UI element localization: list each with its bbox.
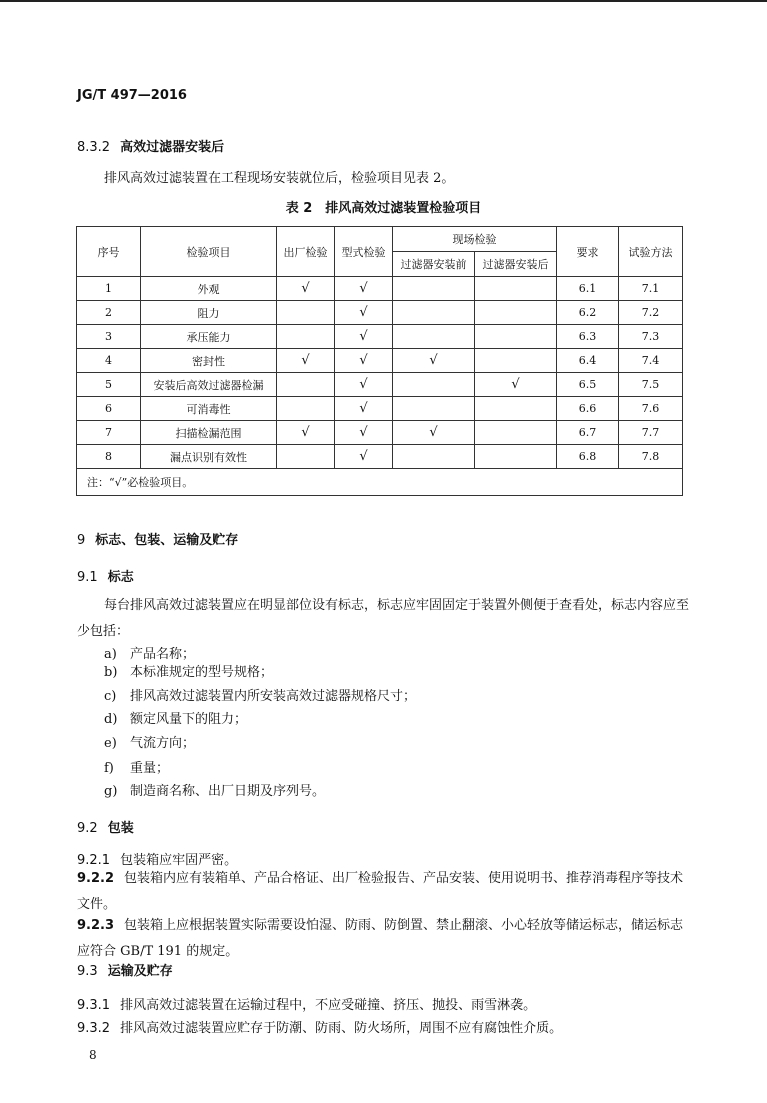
list-text: 重量； — [130, 761, 170, 776]
clause-text: 排风高效过滤装置在运输过程中，不应受碰撞、挤压、抛投、雨雪淋袭。 — [120, 998, 537, 1013]
header-factory: 出厂检验 — [277, 227, 335, 277]
table-row — [77, 397, 683, 421]
clause-9-3-1 — [77, 994, 536, 1013]
header-method: 试验方法 — [619, 227, 683, 277]
cell-method: 7.6 — [619, 397, 683, 421]
list-text: 本标准规定的型号规格； — [130, 665, 274, 680]
cell-factory — [277, 325, 335, 349]
clause-text: 包装箱上应根据装置实际需要设怕湿、防雨、防倒置、禁止翻滚、小心轻放等储运标志，储运标志应符合 GB/T 191 的规定。 — [77, 918, 684, 959]
cell-type: √ — [335, 277, 393, 301]
cell-type: √ — [335, 325, 393, 349]
table-note-row — [77, 469, 683, 496]
list-marker: e) — [104, 736, 117, 751]
cell-item: 密封性 — [141, 349, 277, 373]
cell-item: 外观 — [141, 277, 277, 301]
cell-after — [475, 421, 557, 445]
clause-number: 9.2.2 — [77, 871, 115, 886]
cell-before — [393, 325, 475, 349]
header-after-install: 过滤器安装后 — [475, 252, 557, 277]
table-title: 表 2 排风高效过滤装置检验项目 — [285, 201, 482, 216]
list-item — [104, 732, 195, 751]
cell-seq: 6 — [77, 397, 141, 421]
section-9-2-heading — [77, 817, 134, 836]
header-item: 检验项目 — [141, 227, 277, 277]
cell-method: 7.2 — [619, 301, 683, 325]
table-row — [77, 445, 683, 469]
table-row — [77, 349, 683, 373]
cell-item: 扫描检漏范围 — [141, 421, 277, 445]
section-9-1-heading — [77, 566, 134, 585]
cell-requirement: 6.3 — [557, 325, 619, 349]
table-note: 注：“√”必检验项目。 — [77, 469, 683, 496]
cell-requirement: 6.8 — [557, 445, 619, 469]
cell-before: √ — [393, 349, 475, 373]
header-type: 型式检验 — [335, 227, 393, 277]
list-item — [104, 643, 195, 662]
section-9-1-paragraph: 每台排风高效过滤装置应在明显部位设有标志，标志应牢固固定于装置外侧便于查看处，标志内容应至少包括： — [77, 598, 690, 639]
clause-text: 包装箱内应有装箱单、产品合格证、出厂检验报告、产品安装、使用说明书、推荐消毒程序等技术文件。 — [77, 871, 684, 912]
cell-type: √ — [335, 421, 393, 445]
clause-number: 9.2.3 — [77, 918, 115, 933]
section-title: 高效过滤器安装后 — [120, 140, 225, 155]
list-item — [104, 661, 273, 680]
cell-seq: 7 — [77, 421, 141, 445]
chapter-number: 9 — [77, 533, 86, 548]
cell-after — [475, 325, 557, 349]
section-title: 包装 — [107, 821, 134, 836]
list-item — [104, 780, 325, 799]
standard-code: JG/T 497—2016 — [77, 88, 187, 103]
cell-factory — [277, 397, 335, 421]
header-requirement: 要求 — [557, 227, 619, 277]
cell-type: √ — [335, 373, 393, 397]
cell-before — [393, 397, 475, 421]
cell-after — [475, 301, 557, 325]
list-item — [104, 708, 247, 727]
cell-requirement: 6.5 — [557, 373, 619, 397]
cell-before — [393, 445, 475, 469]
list-text: 产品名称； — [130, 647, 196, 662]
chapter-title: 标志、包装、运输及贮存 — [95, 533, 239, 548]
cell-method: 7.4 — [619, 349, 683, 373]
cell-after: √ — [475, 373, 557, 397]
cell-method: 7.3 — [619, 325, 683, 349]
cell-item: 漏点识别有效性 — [141, 445, 277, 469]
cell-method: 7.8 — [619, 445, 683, 469]
cell-seq: 4 — [77, 349, 141, 373]
cell-item: 承压能力 — [141, 325, 277, 349]
list-text: 制造商名称、出厂日期及序列号。 — [130, 784, 326, 799]
list-marker: c) — [104, 689, 117, 704]
cell-after — [475, 397, 557, 421]
cell-before — [393, 277, 475, 301]
cell-requirement: 6.6 — [557, 397, 619, 421]
list-marker: a) — [104, 647, 117, 662]
table-row — [77, 277, 683, 301]
cell-requirement: 6.2 — [557, 301, 619, 325]
cell-type: √ — [335, 397, 393, 421]
table-row — [77, 373, 683, 397]
section-number: 9.1 — [77, 570, 98, 585]
cell-type: √ — [335, 349, 393, 373]
table-header-row — [77, 227, 683, 252]
section-number: 9.3 — [77, 964, 98, 979]
page-number: 8 — [89, 1048, 97, 1062]
clause-number: 9.3.2 — [77, 1021, 111, 1036]
clause-9-2-2 — [77, 866, 687, 918]
list-text: 额定风量下的阻力； — [130, 712, 248, 727]
clause-number: 9.2.1 — [77, 853, 111, 868]
section-8-3-2-heading — [77, 136, 224, 155]
header-site: 现场检验 — [393, 227, 557, 252]
cell-requirement: 6.4 — [557, 349, 619, 373]
cell-after — [475, 445, 557, 469]
chapter-9-heading — [77, 529, 238, 548]
section-8-3-2-paragraph: 排风高效过滤装置在工程现场安装就位后，检验项目见表 2。 — [104, 171, 455, 186]
cell-method: 7.5 — [619, 373, 683, 397]
cell-factory — [277, 373, 335, 397]
table-row — [77, 301, 683, 325]
cell-item: 可消毒性 — [141, 397, 277, 421]
cell-before: √ — [393, 421, 475, 445]
cell-factory — [277, 445, 335, 469]
header-before-install: 过滤器安装前 — [393, 252, 475, 277]
cell-requirement: 6.7 — [557, 421, 619, 445]
list-marker: f) — [104, 761, 114, 776]
list-text: 气流方向； — [130, 736, 196, 751]
cell-type: √ — [335, 445, 393, 469]
cell-type: √ — [335, 301, 393, 325]
cell-factory: √ — [277, 421, 335, 445]
page-top-border — [0, 0, 767, 2]
list-item — [104, 685, 416, 704]
list-marker: g) — [104, 784, 118, 799]
clause-text: 包装箱应牢固严密。 — [120, 853, 238, 868]
cell-before — [393, 301, 475, 325]
cell-item: 阻力 — [141, 301, 277, 325]
cell-seq: 3 — [77, 325, 141, 349]
cell-factory: √ — [277, 277, 335, 301]
cell-factory — [277, 301, 335, 325]
cell-seq: 2 — [77, 301, 141, 325]
clause-9-2-3 — [77, 913, 687, 965]
list-item — [104, 757, 169, 776]
table-row — [77, 421, 683, 445]
list-marker: d) — [104, 712, 118, 727]
cell-before — [393, 373, 475, 397]
clause-text: 排风高效过滤装置应贮存于防潮、防雨、防火场所，周围不应有腐蚀性介质。 — [120, 1021, 563, 1036]
cell-method: 7.1 — [619, 277, 683, 301]
cell-after — [475, 277, 557, 301]
cell-item: 安装后高效过滤器检漏 — [141, 373, 277, 397]
table-row — [77, 325, 683, 349]
section-title: 标志 — [107, 570, 134, 585]
inspection-table — [76, 226, 683, 496]
cell-seq: 5 — [77, 373, 141, 397]
section-title: 运输及贮存 — [107, 964, 173, 979]
cell-seq: 1 — [77, 277, 141, 301]
section-9-3-heading — [77, 960, 173, 979]
list-marker: b) — [104, 665, 118, 680]
header-seq: 序号 — [77, 227, 141, 277]
clause-9-3-2 — [77, 1017, 562, 1036]
cell-after — [475, 349, 557, 373]
cell-method: 7.7 — [619, 421, 683, 445]
cell-requirement: 6.1 — [557, 277, 619, 301]
list-text: 排风高效过滤装置内所安装高效过滤器规格尺寸； — [130, 689, 417, 704]
cell-factory: √ — [277, 349, 335, 373]
cell-seq: 8 — [77, 445, 141, 469]
clause-number: 9.3.1 — [77, 998, 111, 1013]
section-number: 9.2 — [77, 821, 98, 836]
section-number: 8.3.2 — [77, 140, 111, 155]
